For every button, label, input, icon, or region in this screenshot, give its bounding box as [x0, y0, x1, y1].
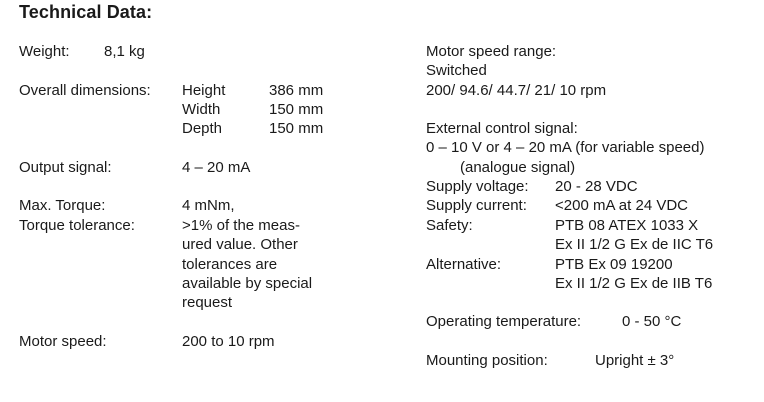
dimensions-label: Overall dimensions: — [19, 82, 151, 99]
page-title: Technical Data: — [19, 2, 153, 22]
max-torque-label: Max. Torque: — [19, 197, 106, 214]
height-value: 386 mm — [269, 82, 324, 99]
torque-tolerance-line: >1% of the meas- — [182, 217, 300, 234]
mounting-position-value: Upright ± 3° — [595, 352, 675, 369]
torque-tolerance-line: ured value. Other — [182, 236, 298, 253]
weight-label: Weight: — [19, 43, 70, 60]
external-control-label: External control signal: — [426, 120, 578, 137]
output-signal-label: Output signal: — [19, 159, 112, 176]
mounting-position-label: Mounting position: — [426, 352, 548, 369]
motor-speed-label: Motor speed: — [19, 333, 107, 350]
supply-voltage-value: 20 - 28 VDC — [555, 178, 638, 195]
supply-current-value: <200 mA at 24 VDC — [555, 197, 688, 214]
output-signal-value: 4 – 20 mA — [182, 159, 251, 176]
external-control-line2: (analogue signal) — [460, 159, 576, 176]
operating-temperature-label: Operating temperature: — [426, 313, 582, 330]
torque-tolerance-label: Torque tolerance: — [19, 217, 135, 234]
torque-tolerance-line: available by special — [182, 275, 313, 292]
width-label: Width — [182, 101, 221, 118]
depth-value: 150 mm — [269, 120, 324, 137]
safety-line1: PTB 08 ATEX 1033 X — [555, 217, 699, 234]
speed-range-value: 200/ 94.6/ 44.7/ 21/ 10 rpm — [426, 82, 607, 99]
supply-current-label: Supply current: — [426, 197, 527, 214]
supply-voltage-label: Supply voltage: — [426, 178, 529, 195]
speed-range-sublabel: Switched — [426, 62, 487, 79]
safety-label: Safety: — [426, 217, 473, 234]
operating-temperature-value: 0 - 50 °C — [622, 313, 682, 330]
alternative-label: Alternative: — [426, 256, 502, 273]
height-label: Height — [182, 82, 226, 99]
speed-range-label: Motor speed range: — [426, 43, 557, 60]
depth-label: Depth — [182, 120, 223, 137]
safety-line2: Ex II 1/2 G Ex de IIC T6 — [555, 236, 714, 253]
max-torque-value: 4 mNm, — [182, 197, 235, 214]
weight-value: 8,1 kg — [104, 43, 145, 60]
motor-speed-value: 200 to 10 rpm — [182, 333, 275, 350]
alternative-line2: Ex II 1/2 G Ex de IIB T6 — [555, 275, 713, 292]
alternative-line1: PTB Ex 09 19200 — [555, 256, 673, 273]
torque-tolerance-line: request — [182, 294, 233, 311]
width-value: 150 mm — [269, 101, 324, 118]
external-control-line1: 0 – 10 V or 4 – 20 mA (for variable speed) — [426, 139, 705, 156]
torque-tolerance-line: tolerances are — [182, 256, 278, 273]
